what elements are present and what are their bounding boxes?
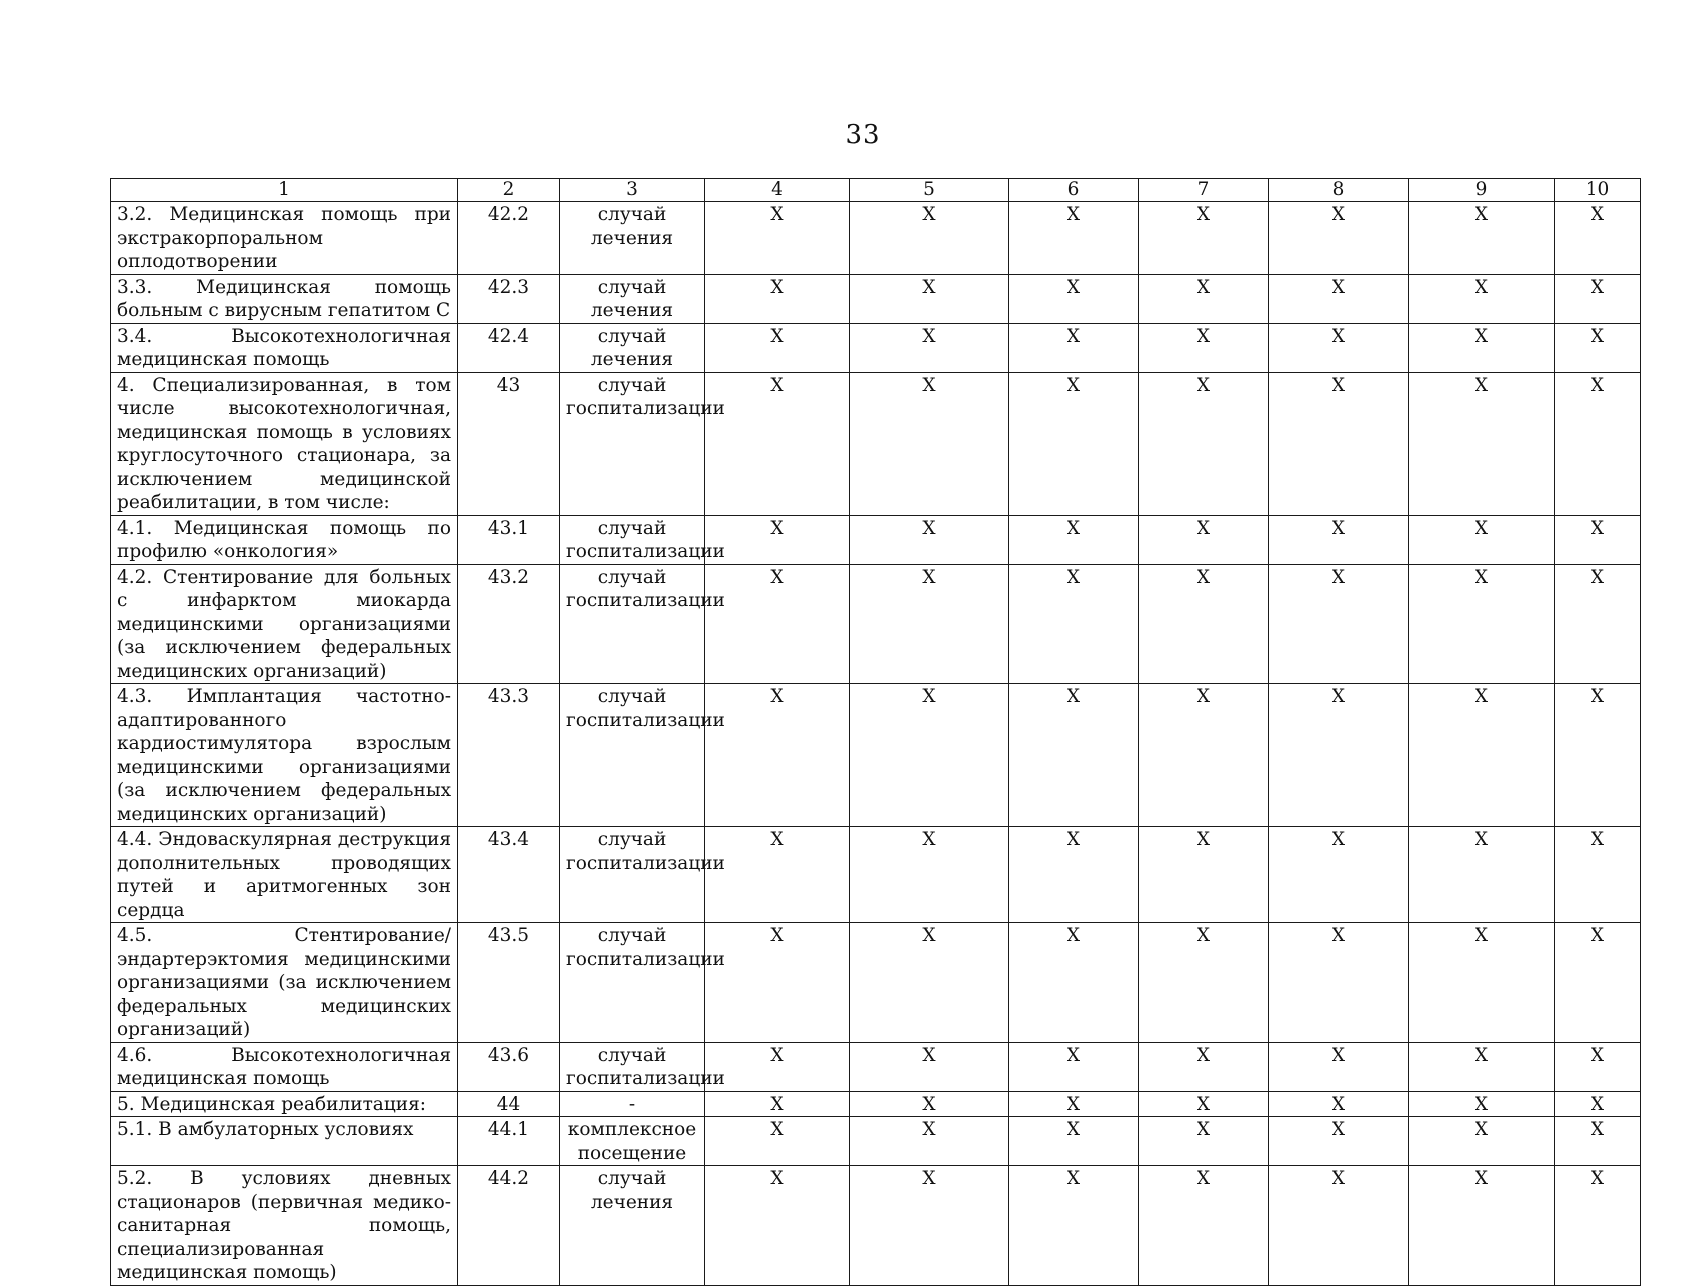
x-mark-cell: X (850, 202, 1009, 275)
x-mark-cell: X (1009, 564, 1139, 684)
unit-cell: случай госпитализации (560, 684, 705, 827)
column-header: 2 (458, 179, 560, 202)
unit-cell: случай госпитализации (560, 1042, 705, 1091)
x-mark-cell: X (1009, 1117, 1139, 1166)
row-number-cell: 44 (458, 1091, 560, 1117)
x-mark-cell: X (1009, 1166, 1139, 1286)
x-mark-cell: X (1139, 564, 1269, 684)
row-name-cell: 3.2. Медицинская помощь при экстракорпоральном оплодотворении (111, 202, 458, 275)
x-mark-cell: X (705, 564, 850, 684)
unit-cell: случай госпитализации (560, 515, 705, 564)
x-mark-cell: X (1555, 515, 1641, 564)
x-mark-cell: X (1409, 1042, 1555, 1091)
unit-cell: случай госпитализации (560, 923, 705, 1043)
row-number-cell: 42.3 (458, 274, 560, 323)
table-row (111, 202, 1641, 275)
row-number-cell: 43.5 (458, 923, 560, 1043)
x-mark-cell: X (1555, 323, 1641, 372)
row-name-cell: 4.2. Стентирование для больных с инфарктом миокарда медицинскими организациями (за исключением федеральных медицинских организаций) (111, 564, 458, 684)
x-mark-cell: X (1009, 515, 1139, 564)
page-number: 33 (845, 120, 881, 150)
data-table (110, 178, 1641, 1286)
x-mark-cell: X (1139, 274, 1269, 323)
row-name-cell: 5.1. В амбулаторных условиях (111, 1117, 458, 1166)
x-mark-cell: X (1409, 1091, 1555, 1117)
table-row (111, 923, 1641, 1043)
row-name-cell: 4. Специализированная, в том числе высокотехнологичная, медицинская помощь в условиях круглосуточного стационара, за исключением медицинской реабилитации, в том числе: (111, 372, 458, 515)
row-number-cell: 43.4 (458, 827, 560, 923)
unit-cell: случай госпитализации (560, 564, 705, 684)
x-mark-cell: X (850, 1042, 1009, 1091)
x-mark-cell: X (1409, 564, 1555, 684)
x-mark-cell: X (1269, 827, 1409, 923)
x-mark-cell: X (850, 323, 1009, 372)
x-mark-cell: X (1555, 1091, 1641, 1117)
x-mark-cell: X (1555, 827, 1641, 923)
x-mark-cell: X (1555, 923, 1641, 1043)
x-mark-cell: X (1139, 684, 1269, 827)
x-mark-cell: X (850, 684, 1009, 827)
x-mark-cell: X (705, 1166, 850, 1286)
x-mark-cell: X (850, 1091, 1009, 1117)
x-mark-cell: X (705, 923, 850, 1043)
x-mark-cell: X (1139, 1042, 1269, 1091)
x-mark-cell: X (1009, 274, 1139, 323)
x-mark-cell: X (705, 1042, 850, 1091)
row-number-cell: 43.3 (458, 684, 560, 827)
unit-cell: случай лечения (560, 274, 705, 323)
table-row (111, 1166, 1641, 1286)
row-name-cell: 4.5. Стентирование/эндартерэктомия медицинскими организациями (за исключением федеральных медицинских организаций) (111, 923, 458, 1043)
unit-cell: случай лечения (560, 323, 705, 372)
x-mark-cell: X (1269, 684, 1409, 827)
column-numbers-row (111, 179, 1641, 202)
x-mark-cell: X (1009, 684, 1139, 827)
unit-cell: случай госпитализации (560, 827, 705, 923)
x-mark-cell: X (1269, 1091, 1409, 1117)
unit-cell: - (560, 1091, 705, 1117)
x-mark-cell: X (1269, 323, 1409, 372)
x-mark-cell: X (705, 684, 850, 827)
x-mark-cell: X (1139, 827, 1269, 923)
row-number-cell: 44.1 (458, 1117, 560, 1166)
x-mark-cell: X (850, 372, 1009, 515)
table-row (111, 1042, 1641, 1091)
x-mark-cell: X (850, 564, 1009, 684)
column-header: 4 (705, 179, 850, 202)
x-mark-cell: X (1409, 202, 1555, 275)
table-body (111, 179, 1641, 1286)
x-mark-cell: X (1269, 1166, 1409, 1286)
column-header: 6 (1009, 179, 1139, 202)
column-header: 9 (1409, 179, 1555, 202)
x-mark-cell: X (1009, 1042, 1139, 1091)
table-row (111, 274, 1641, 323)
x-mark-cell: X (1409, 323, 1555, 372)
x-mark-cell: X (1269, 274, 1409, 323)
row-name-cell: 4.1. Медицинская помощь по профилю «онкология» (111, 515, 458, 564)
x-mark-cell: X (1555, 684, 1641, 827)
x-mark-cell: X (1555, 1042, 1641, 1091)
x-mark-cell: X (1269, 202, 1409, 275)
table-row (111, 564, 1641, 684)
column-header: 10 (1555, 179, 1641, 202)
x-mark-cell: X (705, 202, 850, 275)
x-mark-cell: X (850, 827, 1009, 923)
x-mark-cell: X (1139, 515, 1269, 564)
x-mark-cell: X (1139, 923, 1269, 1043)
x-mark-cell: X (1269, 1117, 1409, 1166)
x-mark-cell: X (1409, 515, 1555, 564)
table-row (111, 515, 1641, 564)
x-mark-cell: X (1409, 827, 1555, 923)
x-mark-cell: X (1139, 1117, 1269, 1166)
row-name-cell: 4.4. Эндоваскулярная деструкция дополнительных проводящих путей и аритмогенных зон сердца (111, 827, 458, 923)
unit-cell: случай госпитализации (560, 372, 705, 515)
row-number-cell: 42.4 (458, 323, 560, 372)
table-row (111, 372, 1641, 515)
x-mark-cell: X (850, 1166, 1009, 1286)
column-header: 5 (850, 179, 1009, 202)
row-number-cell: 42.2 (458, 202, 560, 275)
x-mark-cell: X (705, 515, 850, 564)
row-name-cell: 3.4. Высокотехнологичная медицинская помощь (111, 323, 458, 372)
table-row (111, 827, 1641, 923)
row-name-cell: 5.2. В условиях дневных стационаров (первичная медико-санитарная помощь, специализированная медицинская помощь) (111, 1166, 458, 1286)
row-number-cell: 43.2 (458, 564, 560, 684)
x-mark-cell: X (850, 274, 1009, 323)
x-mark-cell: X (705, 1091, 850, 1117)
x-mark-cell: X (1409, 923, 1555, 1043)
x-mark-cell: X (1269, 372, 1409, 515)
x-mark-cell: X (1555, 1117, 1641, 1166)
x-mark-cell: X (1139, 1166, 1269, 1286)
x-mark-cell: X (850, 1117, 1009, 1166)
unit-cell: случай лечения (560, 202, 705, 275)
row-number-cell: 44.2 (458, 1166, 560, 1286)
column-header: 1 (111, 179, 458, 202)
x-mark-cell: X (705, 827, 850, 923)
x-mark-cell: X (1139, 202, 1269, 275)
x-mark-cell: X (1139, 323, 1269, 372)
x-mark-cell: X (1139, 372, 1269, 515)
x-mark-cell: X (1409, 274, 1555, 323)
x-mark-cell: X (1555, 202, 1641, 275)
row-number-cell: 43.1 (458, 515, 560, 564)
x-mark-cell: X (1009, 827, 1139, 923)
table-row (111, 323, 1641, 372)
x-mark-cell: X (1409, 372, 1555, 515)
table-row (111, 1117, 1641, 1166)
x-mark-cell: X (1269, 564, 1409, 684)
row-number-cell: 43 (458, 372, 560, 515)
x-mark-cell: X (705, 372, 850, 515)
x-mark-cell: X (1555, 564, 1641, 684)
column-header: 3 (560, 179, 705, 202)
column-header: 7 (1139, 179, 1269, 202)
x-mark-cell: X (1009, 323, 1139, 372)
x-mark-cell: X (705, 1117, 850, 1166)
x-mark-cell: X (1009, 372, 1139, 515)
table-row (111, 684, 1641, 827)
x-mark-cell: X (1409, 1166, 1555, 1286)
table-row (111, 1091, 1641, 1117)
unit-cell: случай лечения (560, 1166, 705, 1286)
x-mark-cell: X (1269, 923, 1409, 1043)
x-mark-cell: X (1555, 274, 1641, 323)
column-header: 8 (1269, 179, 1409, 202)
x-mark-cell: X (1009, 1091, 1139, 1117)
x-mark-cell: X (705, 323, 850, 372)
x-mark-cell: X (1009, 202, 1139, 275)
x-mark-cell: X (1269, 515, 1409, 564)
x-mark-cell: X (1555, 372, 1641, 515)
row-name-cell: 5. Медицинская реабилитация: (111, 1091, 458, 1117)
x-mark-cell: X (1139, 1091, 1269, 1117)
x-mark-cell: X (850, 923, 1009, 1043)
row-name-cell: 3.3. Медицинская помощь больным с вирусным гепатитом С (111, 274, 458, 323)
x-mark-cell: X (1009, 923, 1139, 1043)
row-name-cell: 4.6. Высокотехнологичная медицинская помощь (111, 1042, 458, 1091)
row-name-cell: 4.3. Имплантация частотно-адаптированного кардиостимулятора взрослым медицинскими организациями (за исключением федеральных медицинских организаций) (111, 684, 458, 827)
x-mark-cell: X (1409, 684, 1555, 827)
x-mark-cell: X (1269, 1042, 1409, 1091)
x-mark-cell: X (1555, 1166, 1641, 1286)
x-mark-cell: X (850, 515, 1009, 564)
unit-cell: комплексное посещение (560, 1117, 705, 1166)
x-mark-cell: X (1409, 1117, 1555, 1166)
row-number-cell: 43.6 (458, 1042, 560, 1091)
x-mark-cell: X (705, 274, 850, 323)
